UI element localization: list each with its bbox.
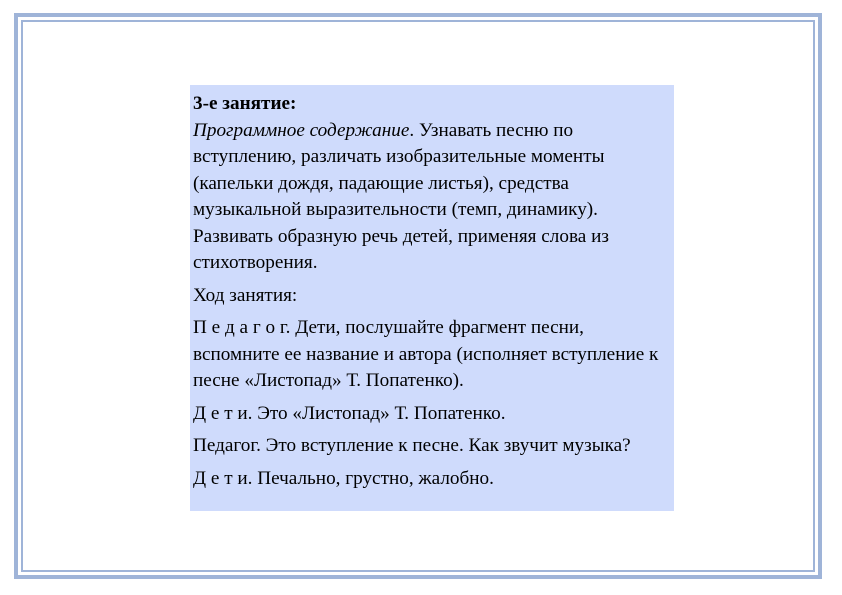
dialogue-line-children-1: Д е т и. Это «Листопад» Т. Попатенко. <box>193 402 506 424</box>
lesson-text-panel <box>190 85 674 511</box>
lesson-title-paragraph <box>193 91 672 118</box>
program-text: . Узнавать песню по вступлению, различать изобразительные моменты (капельки дождя, падающие листья), средства музыкальной выразительности (темп, динамику). Развивать образную речь детей, применяя слова из стихотворения. <box>193 119 609 273</box>
dialogue-line-teacher-2: Педагог. Это вступление к песне. Как звучит музыка? <box>193 435 631 456</box>
course-heading: Ход занятия: <box>193 284 298 306</box>
dialogue-line-teacher-1: П е д а г о г. Дети, послушайте фрагмент песни, вспомните ее название и автора (исполняет вступление к песне «Листопад» Т. Попатенко). <box>193 317 659 391</box>
lesson-title: 3-е занятие: <box>193 93 297 114</box>
program-paragraph <box>193 118 672 277</box>
dialogue-line-children-2: Д е т и. Печально, грустно, жалобно. <box>193 467 494 489</box>
program-label: Программное содержание <box>193 119 410 141</box>
